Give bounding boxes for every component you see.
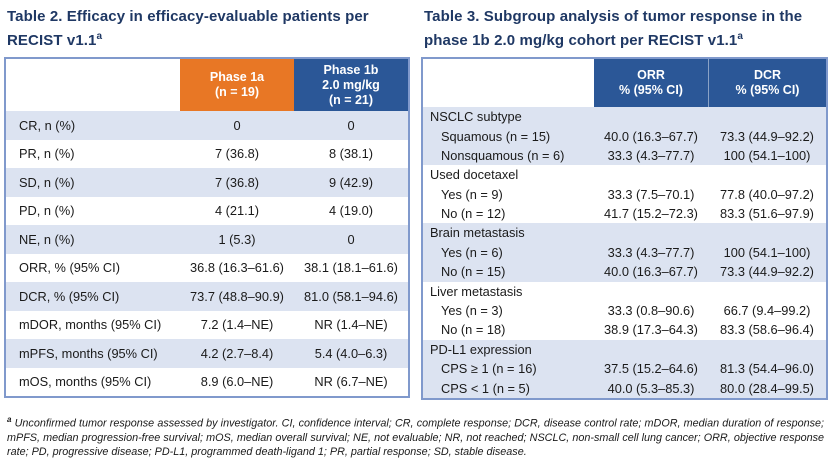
dcr-value: 73.3 (44.9–92.2) xyxy=(720,128,814,144)
table-row xyxy=(423,378,826,397)
dcr-value: 77.8 (40.0–97.2) xyxy=(720,186,814,202)
table-row xyxy=(423,262,826,281)
row-label: NE, n (%) xyxy=(19,231,75,247)
phase1b-header-line2: 2.0 mg/kg xyxy=(322,77,380,92)
subgroup-brain-metastasis xyxy=(423,223,826,281)
dcr-value: 100 (54.1–100) xyxy=(723,147,811,163)
phase1b-value: 8 (38.1) xyxy=(328,146,374,162)
row-label: CR, n (%) xyxy=(19,117,76,133)
orr-header-line2: % (95% CI) xyxy=(619,83,683,97)
empty-header-cell xyxy=(6,59,180,111)
orr-column-header xyxy=(594,59,708,107)
efficacy-table xyxy=(4,57,410,398)
table2-title xyxy=(7,7,410,51)
dcr-value: 100 (54.1–100) xyxy=(723,244,811,260)
efficacy-table-body xyxy=(6,111,408,396)
table-row-orr xyxy=(6,254,408,283)
table-row xyxy=(423,204,826,223)
row-label: Yes (n = 9) xyxy=(441,186,503,202)
row-label: CPS < 1 (n = 5) xyxy=(441,380,530,396)
abbreviations-footnote xyxy=(7,413,824,460)
table-row xyxy=(423,301,826,320)
empty-header-cell xyxy=(423,59,594,107)
phase1b-column-header xyxy=(294,59,408,111)
orr-value: 40.0 (5.3–85.3) xyxy=(607,380,695,396)
orr-value: 33.3 (4.3–77.7) xyxy=(607,244,695,260)
subgroup-nsclc-subtype xyxy=(423,107,826,165)
table-row xyxy=(423,320,826,339)
row-label: Yes (n = 6) xyxy=(441,244,503,260)
dcr-column-header xyxy=(708,59,826,107)
orr-value: 40.0 (16.3–67.7) xyxy=(604,264,698,280)
phase1b-value: 5.4 (4.0–6.3) xyxy=(314,345,388,361)
orr-value: 41.7 (15.2–72.3) xyxy=(604,206,698,222)
phase1b-header-line1: Phase 1b xyxy=(323,62,379,77)
dcr-value: 80.0 (28.4–99.5) xyxy=(720,380,814,396)
table3-panel xyxy=(421,7,828,400)
row-label: ORR, % (95% CI) xyxy=(19,260,120,276)
table-row-ne xyxy=(6,225,408,254)
table-row-dcr xyxy=(6,282,408,311)
phase1b-value: 81.0 (58.1–94.6) xyxy=(304,288,398,304)
row-label: DCR, % (95% CI) xyxy=(19,288,120,304)
row-label: No (n = 15) xyxy=(441,264,506,280)
phase1a-value: 73.7 (48.8–90.9) xyxy=(190,288,284,304)
subgroup-table xyxy=(421,57,828,400)
phase1a-value: 7 (36.8) xyxy=(214,146,260,162)
phase1b-value: NR (6.7–NE) xyxy=(314,374,388,390)
subgroup-label: NSCLC subtype xyxy=(430,109,522,124)
orr-value: 33.3 (4.3–77.7) xyxy=(607,147,695,163)
orr-value: 33.3 (7.5–70.1) xyxy=(607,186,695,202)
phase1a-value: 8.9 (6.0–NE) xyxy=(200,374,274,390)
table3-title-footnote-marker: a xyxy=(737,31,744,42)
table-row xyxy=(423,126,826,145)
row-label: Nonsquamous (n = 6) xyxy=(441,147,565,163)
footnote-text: Unconfirmed tumor response assessed by investigator. CI, confidence interval; CR, complete response; DCR, disease control rate; mDOR, median duration of response; mPFS, median progression-free survival; mOS, median overall survival; NE, not evaluable; NR, not reached; NSCLC, non-small cell lung cancer; ORR, objective response rate; PD, progressive disease; PD-L1, programmed death-ligand 1; PR, partial response; SD, stable disease. xyxy=(7,417,825,459)
dcr-value: 81.3 (54.4–96.0) xyxy=(720,361,814,377)
phase1a-value: 7.2 (1.4–NE) xyxy=(200,317,274,333)
phase1b-header-line3: (n = 21) xyxy=(328,92,374,107)
row-label: SD, n (%) xyxy=(19,174,75,190)
dcr-value: 83.3 (58.6–96.4) xyxy=(720,322,814,338)
phase1b-value: 0 xyxy=(347,117,355,133)
phase1b-value: 4 (19.0) xyxy=(328,203,374,219)
orr-value: 33.3 (0.8–90.6) xyxy=(607,303,695,319)
table-row xyxy=(423,359,826,378)
subgroup-pdl1-expression xyxy=(423,340,826,398)
tables-row xyxy=(4,7,827,400)
footnote-marker: a xyxy=(7,414,12,424)
phase1a-value: 4.2 (2.7–8.4) xyxy=(200,345,274,361)
table2-title-footnote-marker: a xyxy=(96,31,103,42)
subgroup-liver-metastasis xyxy=(423,282,826,340)
table-row xyxy=(423,185,826,204)
orr-header-line1: ORR xyxy=(637,68,665,82)
table-row-sd xyxy=(6,168,408,197)
phase1a-value: 0 xyxy=(233,117,241,133)
table-row-mdor xyxy=(6,311,408,340)
subgroup-label: Brain metastasis xyxy=(430,225,525,241)
row-label: No (n = 12) xyxy=(441,206,506,222)
efficacy-table-header xyxy=(6,59,408,111)
orr-value: 38.9 (17.3–64.3) xyxy=(604,322,698,338)
dcr-header-line1: DCR xyxy=(753,68,782,82)
phase1a-value: 36.8 (16.3–61.6) xyxy=(190,260,284,276)
phase1a-header-line2: (n = 19) xyxy=(214,85,260,99)
phase1a-column-header xyxy=(180,59,294,111)
table-row xyxy=(423,243,826,262)
orr-value: 40.0 (16.3–67.7) xyxy=(604,128,698,144)
dcr-value: 83.3 (51.6–97.9) xyxy=(720,206,814,222)
table3-title xyxy=(424,7,828,51)
dcr-header-line2: % (95% CI) xyxy=(735,83,800,97)
phase1a-value: 7 (36.8) xyxy=(214,174,260,190)
table3-title-text: Table 3. Subgroup analysis of tumor response in the phase 1b 2.0 mg/kg cohort per RECIST v1.1 xyxy=(424,8,803,49)
phase1b-value: 9 (42.9) xyxy=(328,174,374,190)
row-label: Yes (n = 3) xyxy=(441,303,503,319)
table-row-cr xyxy=(6,111,408,140)
table2-title-text: Table 2. Efficacy in efficacy-evaluable patients per RECIST v1.1 xyxy=(7,8,369,49)
row-label: mOS, months (95% CI) xyxy=(19,374,152,390)
phase1b-value: 0 xyxy=(347,231,355,247)
row-label: mDOR, months (95% CI) xyxy=(19,317,162,333)
orr-value: 37.5 (15.2–64.6) xyxy=(604,361,698,377)
row-label: mPFS, months (95% CI) xyxy=(19,345,158,361)
row-label: No (n = 18) xyxy=(441,322,506,338)
table2-panel xyxy=(4,7,410,398)
dcr-value: 66.7 (9.4–99.2) xyxy=(723,303,811,319)
dcr-value: 73.3 (44.9–92.2) xyxy=(720,264,814,280)
row-label: PR, n (%) xyxy=(19,146,75,162)
table-row-mos xyxy=(6,368,408,397)
table-row xyxy=(423,146,826,165)
phase1a-value: 4 (21.1) xyxy=(214,203,260,219)
table-row-pd xyxy=(6,197,408,226)
row-label: CPS ≥ 1 (n = 16) xyxy=(441,361,537,377)
table-row-pr xyxy=(6,140,408,169)
phase1b-value: NR (1.4–NE) xyxy=(314,317,388,333)
row-label: Squamous (n = 15) xyxy=(441,128,551,144)
phase1b-value: 38.1 (18.1–61.6) xyxy=(304,260,398,276)
subgroup-label: Liver metastasis xyxy=(430,283,523,299)
phase1a-value: 1 (5.3) xyxy=(218,231,256,247)
row-label: PD, n (%) xyxy=(19,203,75,219)
subgroup-table-header xyxy=(423,59,826,107)
subgroup-label: Used docetaxel xyxy=(430,167,519,183)
subgroup-label: PD-L1 expression xyxy=(430,341,532,357)
subgroup-used-docetaxel xyxy=(423,165,826,223)
phase1a-header-line1: Phase 1a xyxy=(209,70,265,84)
table-row-mpfs xyxy=(6,339,408,368)
